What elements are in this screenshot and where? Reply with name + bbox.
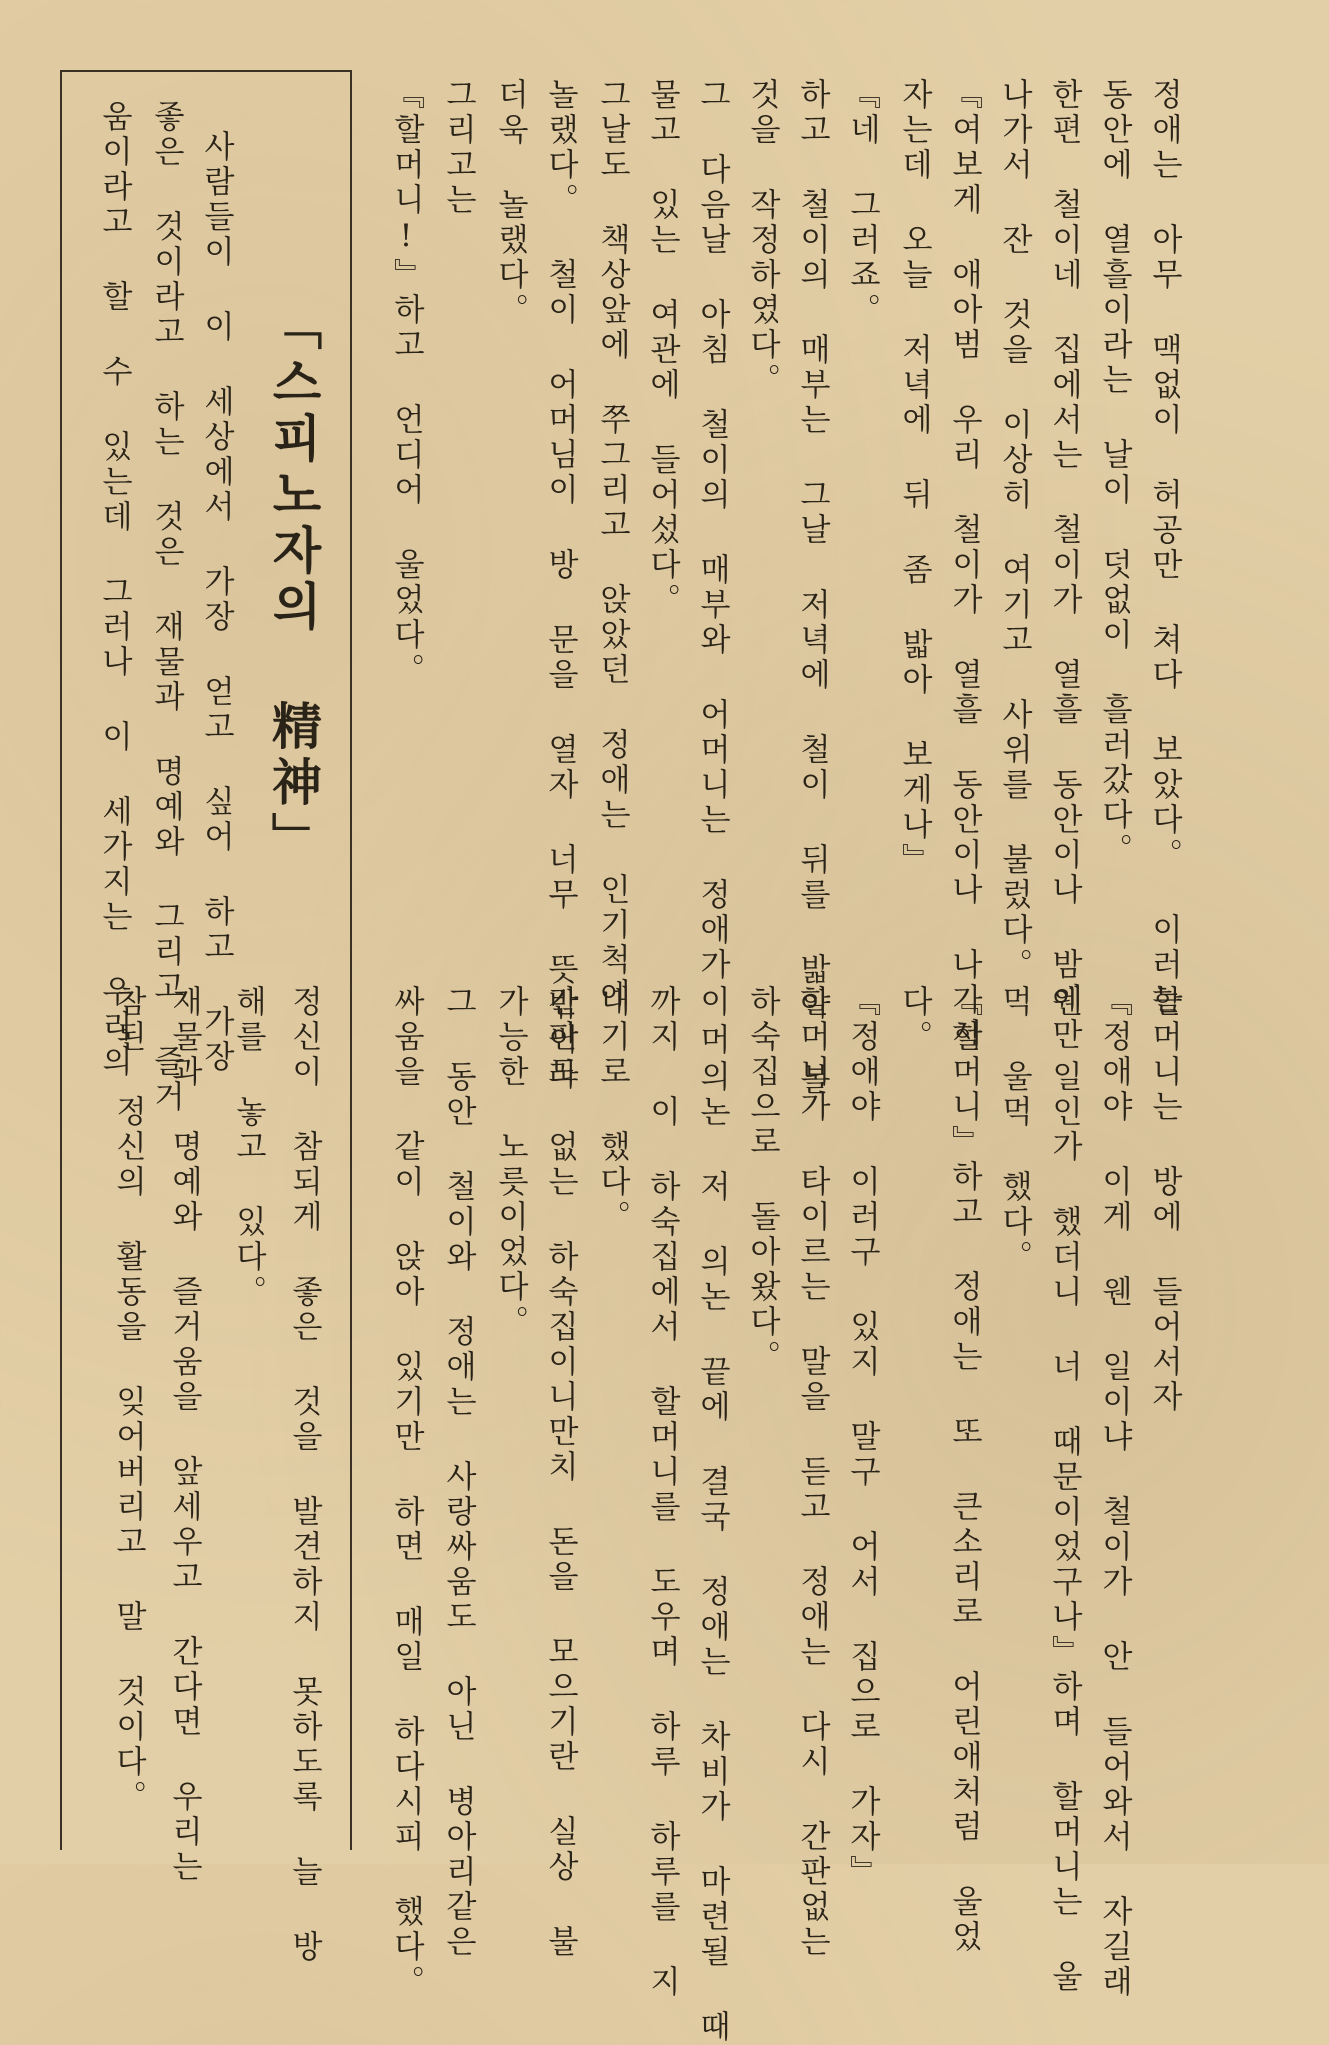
- text-column: 가능한 노릇이었다。: [492, 985, 528, 1340]
- text-column: 정신이 참되게 좋은 것을 발견하지 못하도록 늘 방: [286, 985, 322, 1965]
- text-column: 웬 일인가 했더니 너 때문이었구나』하며 할머니는 울: [1046, 985, 1082, 1995]
- text-column: 물고 있는 여관에 들어섰다。: [644, 78, 680, 618]
- text-column: 『할머니』하고 정애는 또 큰소리로 어린애처럼 울었: [946, 985, 982, 1955]
- text-column: 자는데 오늘 저녁에 뒤 좀 밟아 보게나』: [896, 78, 932, 878]
- text-column: 나가서 잔 것을 이상히 여기고 사위를 불렀다。: [996, 78, 1032, 983]
- text-column: 『할머니!』하고 언디어 울었다。: [388, 78, 424, 688]
- text-column: 것을 작정하였다。: [744, 78, 780, 398]
- box-left-rule: [60, 70, 62, 1850]
- text-column: 『여보게 애아범 우리 철이가 열흘 동안이나 나가서: [946, 78, 982, 1053]
- text-column: 싸움을 같이 앉아 있기만 하면 매일 하다시피 했다。: [388, 985, 424, 2000]
- text-column: 할머니는 방에 들어서자: [1146, 985, 1182, 1415]
- text-column: 더욱 놀랬다。: [492, 78, 528, 328]
- text-column: 먹 울먹 했다。: [996, 985, 1032, 1275]
- text-column: 그 다음날 아침 철이의 매부와 어머니는 정애가 머: [694, 78, 730, 1058]
- text-column: 까지 이 하숙집에서 할머니를 도우며 하루 하루를 지: [644, 985, 680, 2000]
- text-column: 내기로 했다。: [594, 985, 630, 1235]
- text-column: 참된 정신의 활동을 잊어버리고 말 것이다。: [110, 985, 146, 1815]
- text-column: 해를 놓고 있다。: [230, 985, 266, 1310]
- text-column: 동안에 열흘이라는 날이 덧없이 흘러갔다。: [1096, 78, 1132, 868]
- text-column: 놀랬다。 철이 어머님이 방 문을 열자 너무 뜻밖이라: [542, 78, 578, 1093]
- text-column: 이 의논 저 의논 끝에 결국 정애는 차비가 마련될 때: [694, 985, 730, 2045]
- text-column: 할머니가 타이르는 말을 듣고 정애는 다시 간판없는: [794, 985, 830, 1960]
- text-column: 그날도 책상앞에 쭈그리고 앉았던 정애는 인기척에: [594, 78, 630, 1013]
- box-text-column: 좋은 것이라고 하는 것은 재물과 명예와 그리고 즐거: [148, 100, 184, 1115]
- text-column: 그리고는: [440, 78, 476, 218]
- text-column: 한편 철이네 집에서는 철이가 열흘 동안이나 밤에만: [1046, 78, 1082, 1053]
- box-text-column: 사람들이 이 세상에서 가장 얻고 싶어 하고 가장: [198, 130, 234, 1075]
- box-top-rule: [60, 70, 350, 72]
- text-column: 그 동안 철이와 정애는 사랑싸움도 아닌 병아리같은: [440, 985, 476, 1960]
- text-column: 『네 그러죠。: [844, 78, 880, 328]
- text-column: 하숙집으로 돌아왔다。: [744, 985, 780, 1375]
- text-column: 정애는 아무 맥없이 허공만 쳐다 보았다。 이러는: [1146, 78, 1182, 1018]
- text-column: 재물과 명예와 즐거움을 앞세우고 간다면 우리는: [166, 985, 202, 1885]
- text-column: 간판도 없는 하숙집이니만치 돈을 모으기란 실상 불: [542, 985, 578, 1960]
- box-text-column: 움이라고 할 수 있는데 그러나 이 세가지는 우리의: [96, 100, 132, 1080]
- box-right-rule: [350, 70, 352, 1850]
- text-column: 다。: [896, 985, 932, 1055]
- text-column: 『정애야 이게 웬 일이냐 철이가 안 들어와서 자길래: [1096, 985, 1132, 2000]
- text-column: 『정애야 이러구 있지 말구 어서 집으로 가자』: [844, 985, 880, 1890]
- text-column: 하고 철이의 매부는 그날 저녁에 철이 뒤를 밟아 볼: [794, 78, 830, 1098]
- box-title: 「스피노자의 精神」: [264, 300, 322, 868]
